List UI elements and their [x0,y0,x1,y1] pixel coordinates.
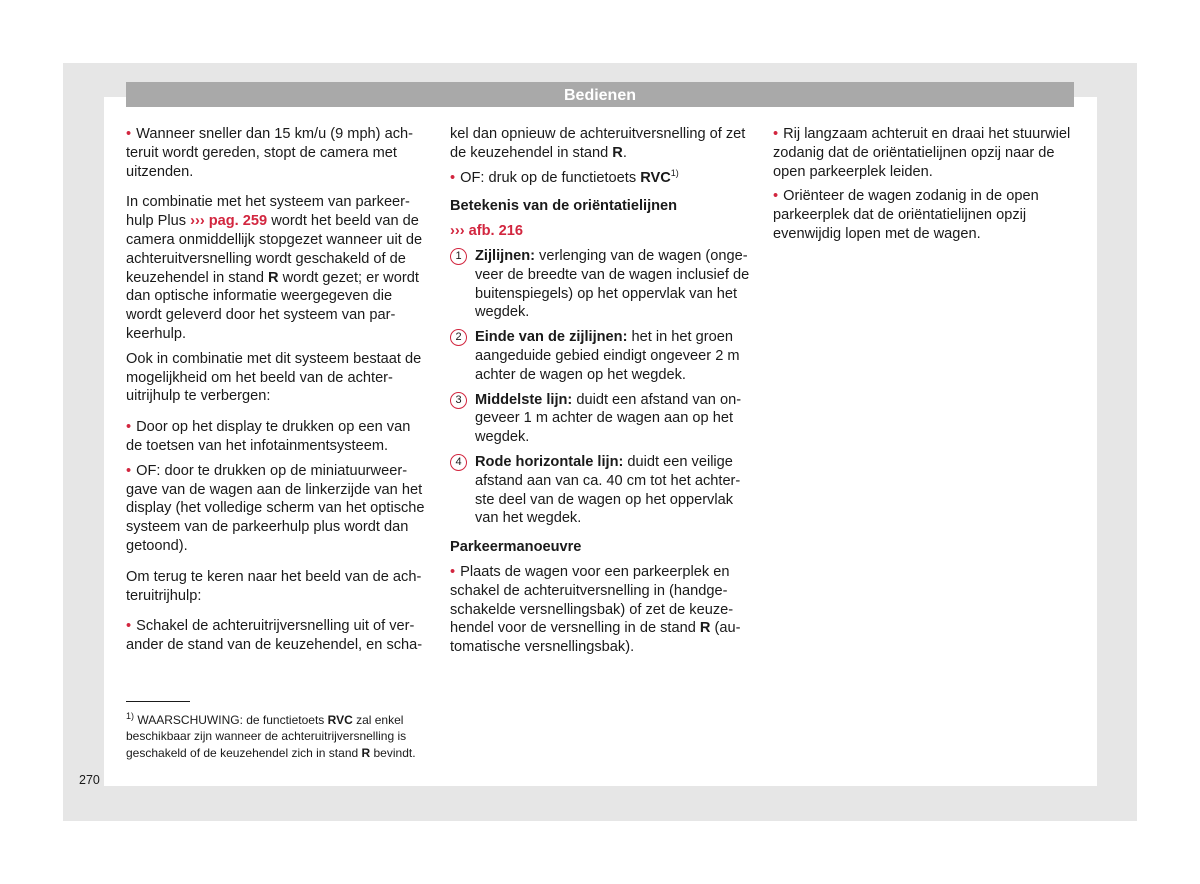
footnote-marker: 1) [126,711,135,721]
footnote-divider [126,701,190,702]
column-3 [773,125,1073,250]
text: . [622,144,627,161]
text: kel dan opnieuw de achteruitversnelling of zet de keuzehendel in stand [450,126,746,161]
text: WAARSCHUWING: de functietoets [134,713,328,727]
item-label: Rode horizontale lijn: [475,453,624,470]
subheading: Parkeermanoeuvre [450,539,582,556]
item-text: het in het groen aangeduide gebied eindigt ongeveer 2 m achter de wagen op het wegdek. [475,329,740,383]
item-label: Middelste lijn: [475,391,573,408]
bold-text: R [268,269,279,286]
list-item [450,328,750,384]
page-link[interactable]: ››› pag. 259 [190,213,268,230]
footnote [126,712,422,761]
list-item [450,247,750,322]
item-label: Einde van de zijlijnen: [475,329,628,346]
item-text: duidt een afstand van ongeveer 1 m achter de wagen aan op het wegdek. [475,391,742,446]
item-text: duidt een veilige afstand aan van ca. 40 cm tot het achterste deel van de wagen op het oppervlak van het wegdek. [475,453,741,527]
bold-text: R [361,745,371,760]
bold-text: R [612,144,623,161]
bullet-item: • Door op het display te drukken op een van de toetsen van het infotainmentsysteem. [126,418,426,456]
paragraph: Om terug te keren naar het beeld van de achteruitrijhulp: [126,568,422,604]
text: In combinatie met het systeem van parkeerhulp Plus [126,194,410,230]
paragraph: Ook in combinatie met dit systeem bestaat de mogelijkheid om het beeld van de achteruitrijhulp te verbergen: [126,350,422,405]
text: (automatische versnellingsbak). [450,620,741,656]
text: wordt gezet; er wordt dan optische informatie weergegeven die wordt geleverd door het systeem van parkeerhulp. [126,269,419,342]
number-badge: 4 [450,454,467,471]
number-badge: 2 [450,329,467,346]
bullet-item [450,169,750,188]
bullet-item: • Rij langzaam achteruit en draai het stuurwiel zodanig dat de oriëntatielijnen opzij naar de open parkeerplek leiden. [773,125,1073,181]
item-label: Zijlijnen: [475,247,535,264]
bullet-item: • OF: door te drukken op de miniatuurweergave van de wagen aan de linkerzijde van het display (het volledige scherm van het optische systeem van de parkeerhulp plus wordt dan getoond). [126,462,426,556]
list-item [450,391,750,447]
bold-text: RVC [327,713,353,727]
figure-link[interactable]: ››› afb. 216 [450,223,523,240]
bullet-item [450,563,750,657]
text: Plaats de wagen voor een parkeerplek en schakel de achteruitversnelling in (handgeschakelde versnellingsbak) of zet de keuzehendel voor de versnelling in de stand [450,563,734,637]
numbered-list [450,247,750,528]
bold-text: RVC [640,169,671,186]
paragraph [450,125,750,163]
bullet-item: • Wanneer sneller dan 15 km/u (9 mph) achteruit wordt gereden, stopt de camera met uitzenden. [126,125,426,181]
section-header: Bedienen [126,82,1074,107]
number-badge: 1 [450,248,467,265]
text: bevindt. [370,745,416,760]
bullet-item: • Oriënteer de wagen zodanig in de open parkeerplek dat de oriëntatielijnen opzij evenwijdig lopen met de wagen. [773,187,1073,243]
text: OF: druk op de functietoets [460,169,641,186]
page-number: 270 [79,773,100,787]
paragraph [126,193,426,343]
number-badge: 3 [450,392,467,409]
footnote-ref: 1) [670,167,679,178]
column-2 [450,125,750,663]
text: wordt het beeld van de camera onmiddellijk stopgezet wanneer uit de achteruitversnelling wordt geschakeld of de keuzehendel in stand [126,213,423,286]
text: zal enkel beschikbaar zijn wanneer de achteruitrijversnelling is geschakeld of de keuzehendel zich in stand [126,713,407,760]
bullet-item: • Schakel de achteruitrijversnelling uit of verander de stand van de keuzehendel, en scha- [126,617,426,655]
subheading: Betekenis van de oriëntatielijnen [450,198,678,215]
column-1 [126,125,426,661]
list-item [450,453,750,528]
bold-text: R [699,620,711,637]
item-text: verlenging van de wagen (ongeveer de breedte van de wagen inclusief de buitenspiegels) op het oppervlak van het wegdek. [475,247,750,321]
